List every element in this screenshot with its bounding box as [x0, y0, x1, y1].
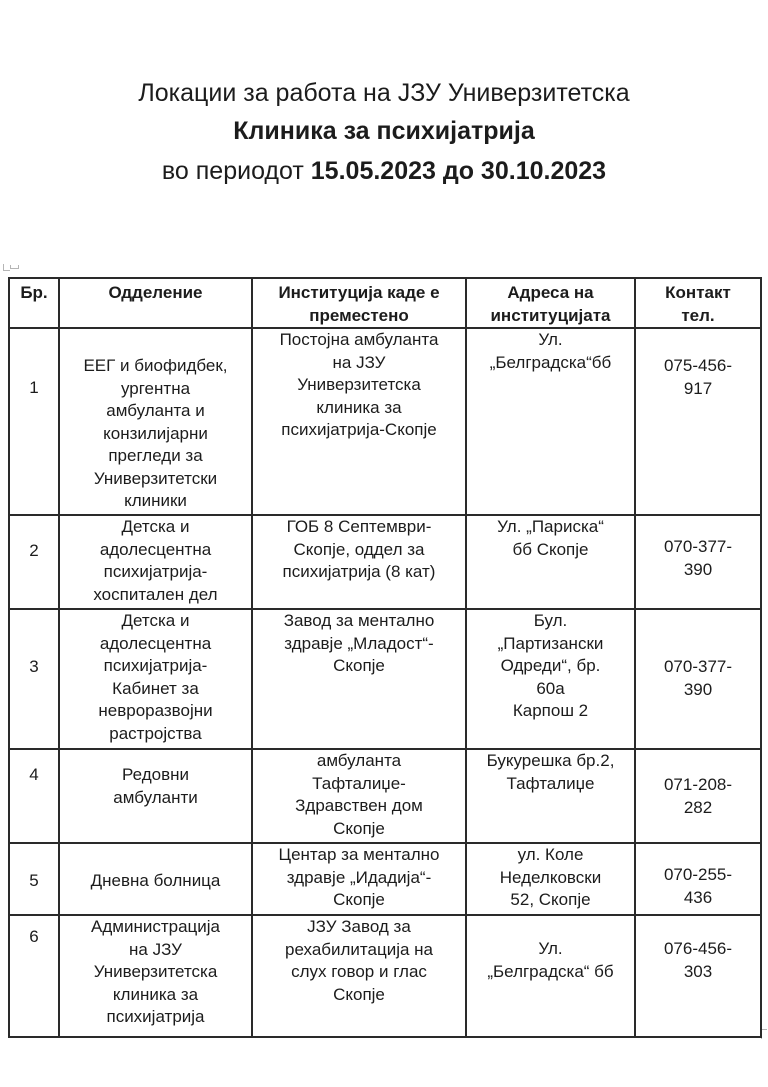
- table-header-row: [9, 278, 761, 328]
- department-text-line: конзилијарни: [103, 423, 208, 443]
- institution-text-line: слух говор и глас: [291, 962, 427, 981]
- cell-contact: [635, 515, 761, 609]
- department-text-line: хоспитален дел: [93, 584, 218, 604]
- department-text-line: на ЈЗУ: [129, 939, 182, 959]
- department-text-line: растројства: [109, 723, 202, 743]
- department-text-line: психијатрија-: [103, 656, 208, 675]
- header-text: Институција каде е: [278, 283, 440, 302]
- department-text-line: ЕЕГ и биофидбек,: [83, 356, 228, 375]
- address-text-line: бб Скопје: [512, 539, 589, 559]
- cell-no: [9, 515, 59, 609]
- department-text-line: Кабинет за: [112, 678, 199, 698]
- cell-address: [466, 328, 635, 515]
- cell-no: [9, 328, 59, 515]
- cell-department: [59, 515, 252, 609]
- department-text-line: Универзитетски: [93, 468, 218, 488]
- period-label: во периодот: [161, 157, 311, 185]
- cell-department: [59, 915, 252, 1037]
- address-text-line: „Партизански: [497, 633, 604, 653]
- institution-text-line: Универзитетска: [297, 375, 421, 394]
- cell-no: [9, 843, 59, 915]
- cell-institution: [252, 749, 466, 843]
- cell-institution: [252, 843, 466, 915]
- department-text-line: Дневна болница: [90, 871, 221, 890]
- institution-text-line: психијатрија (8 кат): [282, 562, 436, 581]
- cell-address: [466, 609, 635, 749]
- department-text-line: невроразвојни: [98, 701, 213, 720]
- department-text-line: психијатрија-: [103, 562, 208, 581]
- department-text-line: клиника за: [112, 984, 199, 1004]
- contact-text-line: 282: [683, 797, 713, 817]
- institution-text-line: Скопје, оддел за: [293, 539, 425, 559]
- table-row: [9, 915, 761, 1037]
- institution-text-line: Скопје: [333, 890, 385, 909]
- institution-text-line: ГОБ 8 Септември-: [286, 517, 432, 536]
- department-text-line: адолесцентна: [99, 633, 212, 653]
- no-text: 5: [29, 871, 39, 890]
- cell-no: [9, 915, 59, 1037]
- cell-institution: [252, 609, 466, 749]
- no-text: 3: [29, 657, 39, 676]
- department-text-line: Администрација: [91, 917, 220, 936]
- department-text-line: амбуланта и: [106, 401, 205, 420]
- contact-text-line: 390: [683, 679, 713, 699]
- department-text-line: психијатрија: [106, 1007, 205, 1026]
- department-text-line: Редовни: [122, 765, 189, 784]
- institution-text-line: Скопје: [333, 656, 385, 675]
- period-dates: 15.05.2023 до 30.10.2023: [310, 157, 607, 185]
- address-text-line: ул. Коле: [517, 845, 584, 864]
- address-text-line: „Белградска“бб: [489, 352, 612, 372]
- institution-text-line: ЈЗУ Завод за: [307, 917, 411, 936]
- address-text-line: Неделковски: [499, 867, 602, 887]
- contact-text-line: 917: [683, 378, 713, 398]
- table-row: [9, 328, 761, 515]
- address-text-line: Одреди“, бр.: [500, 656, 601, 675]
- header-contact: [635, 278, 761, 328]
- department-text-line: клиники: [124, 491, 187, 510]
- cell-address: [466, 843, 635, 915]
- cell-institution: [252, 328, 466, 515]
- cell-no: [9, 749, 59, 843]
- address-text-line: „Белградска“ бб: [487, 961, 614, 981]
- contact-text-line: 303: [683, 961, 713, 981]
- address-text-line: Тафталиџе: [506, 773, 595, 793]
- heading-line-3: [0, 154, 768, 189]
- no-text: 6: [29, 927, 39, 946]
- contact-text-line: 070-255-: [663, 865, 733, 884]
- cell-department: [59, 843, 252, 915]
- institution-text-line: амбуланта: [316, 751, 402, 770]
- header-text: Контакт: [665, 283, 731, 302]
- institution-text-line: Центар за ментално: [278, 845, 440, 864]
- table-row: [9, 843, 761, 915]
- institution-text-line: Скопје: [333, 984, 385, 1004]
- contact-text-line: 436: [683, 887, 713, 907]
- department-text-line: амбуланти: [113, 787, 198, 807]
- contact-text-line: 075-456-: [663, 356, 733, 375]
- header-text: Адреса на: [507, 283, 594, 302]
- contact-text-line: 071-208-: [663, 775, 733, 794]
- cell-department: [59, 328, 252, 515]
- address-text-line: 60а: [536, 678, 565, 698]
- cell-contact: [635, 749, 761, 843]
- institution-text-line: Тафталиџе-: [312, 773, 406, 793]
- institution-text-line: здравје „Идадија“-: [286, 867, 432, 887]
- cell-address: [466, 749, 635, 843]
- institution-text-line: психијатрија-Скопје: [281, 420, 437, 439]
- header-text: преместено: [309, 305, 409, 325]
- department-text-line: Детска и: [121, 517, 190, 536]
- cell-department: [59, 609, 252, 749]
- address-text-line: Букурешка бр.2,: [486, 751, 615, 770]
- institution-text-line: Здравствен дом: [295, 796, 423, 815]
- department-text-line: ургентна: [120, 378, 191, 398]
- cell-no: [9, 609, 59, 749]
- institution-text-line: на ЈЗУ: [332, 352, 386, 372]
- department-text-line: Детска и: [121, 611, 190, 630]
- contact-text-line: 076-456-: [663, 939, 733, 958]
- institution-text-line: рехабилитација на: [284, 939, 434, 959]
- address-text-line: Ул. „Париска“: [497, 517, 604, 536]
- no-text: 4: [29, 765, 39, 784]
- header-text: тел.: [681, 305, 715, 325]
- contact-text-line: 390: [683, 559, 713, 579]
- department-text-line: адолесцентна: [99, 539, 212, 559]
- department-text-line: Универзитетска: [93, 962, 218, 981]
- cell-institution: [252, 915, 466, 1037]
- cell-address: [466, 915, 635, 1037]
- cell-contact: [635, 843, 761, 915]
- no-text: 2: [29, 541, 39, 560]
- table-row: [9, 515, 761, 609]
- header-text: институцијата: [490, 305, 611, 325]
- header-no: Бр.: [9, 278, 59, 328]
- table-move-handle-icon: [10, 265, 19, 269]
- address-text-line: Бул.: [533, 611, 568, 630]
- address-text-line: Ул.: [538, 330, 563, 349]
- institution-text-line: здравје „Младост“-: [284, 633, 434, 653]
- cell-institution: [252, 515, 466, 609]
- address-text-line: Карпош 2: [512, 701, 589, 720]
- contact-text-line: 070-377-: [663, 537, 733, 556]
- locations-table: [8, 277, 762, 1038]
- institution-text-line: клиника за: [316, 397, 402, 417]
- cell-contact: [635, 328, 761, 515]
- heading-line-2: Клиника за психијатрија: [233, 117, 535, 145]
- institution-text-line: Скопје: [333, 818, 385, 838]
- table-corner-mark: [3, 264, 10, 271]
- cell-contact: [635, 609, 761, 749]
- institution-text-line: Завод за ментално: [283, 611, 435, 630]
- cell-department: [59, 749, 252, 843]
- address-text-line: 52, Скопје: [510, 890, 591, 909]
- contact-text-line: 070-377-: [663, 657, 733, 676]
- header-department: Одделение: [59, 278, 252, 328]
- no-text: 1: [29, 378, 39, 397]
- cell-address: [466, 515, 635, 609]
- table-row: [9, 749, 761, 843]
- institution-text-line: Постојна амбуланта: [279, 330, 439, 349]
- heading-line-1: Локации за работа на ЈЗУ Универзитетска: [138, 79, 630, 107]
- header-institution: [252, 278, 466, 328]
- department-text-line: прегледи за: [108, 446, 203, 465]
- table-row: [9, 609, 761, 749]
- address-text-line: Ул.: [538, 939, 563, 958]
- header-address: [466, 278, 635, 328]
- cell-contact: [635, 915, 761, 1037]
